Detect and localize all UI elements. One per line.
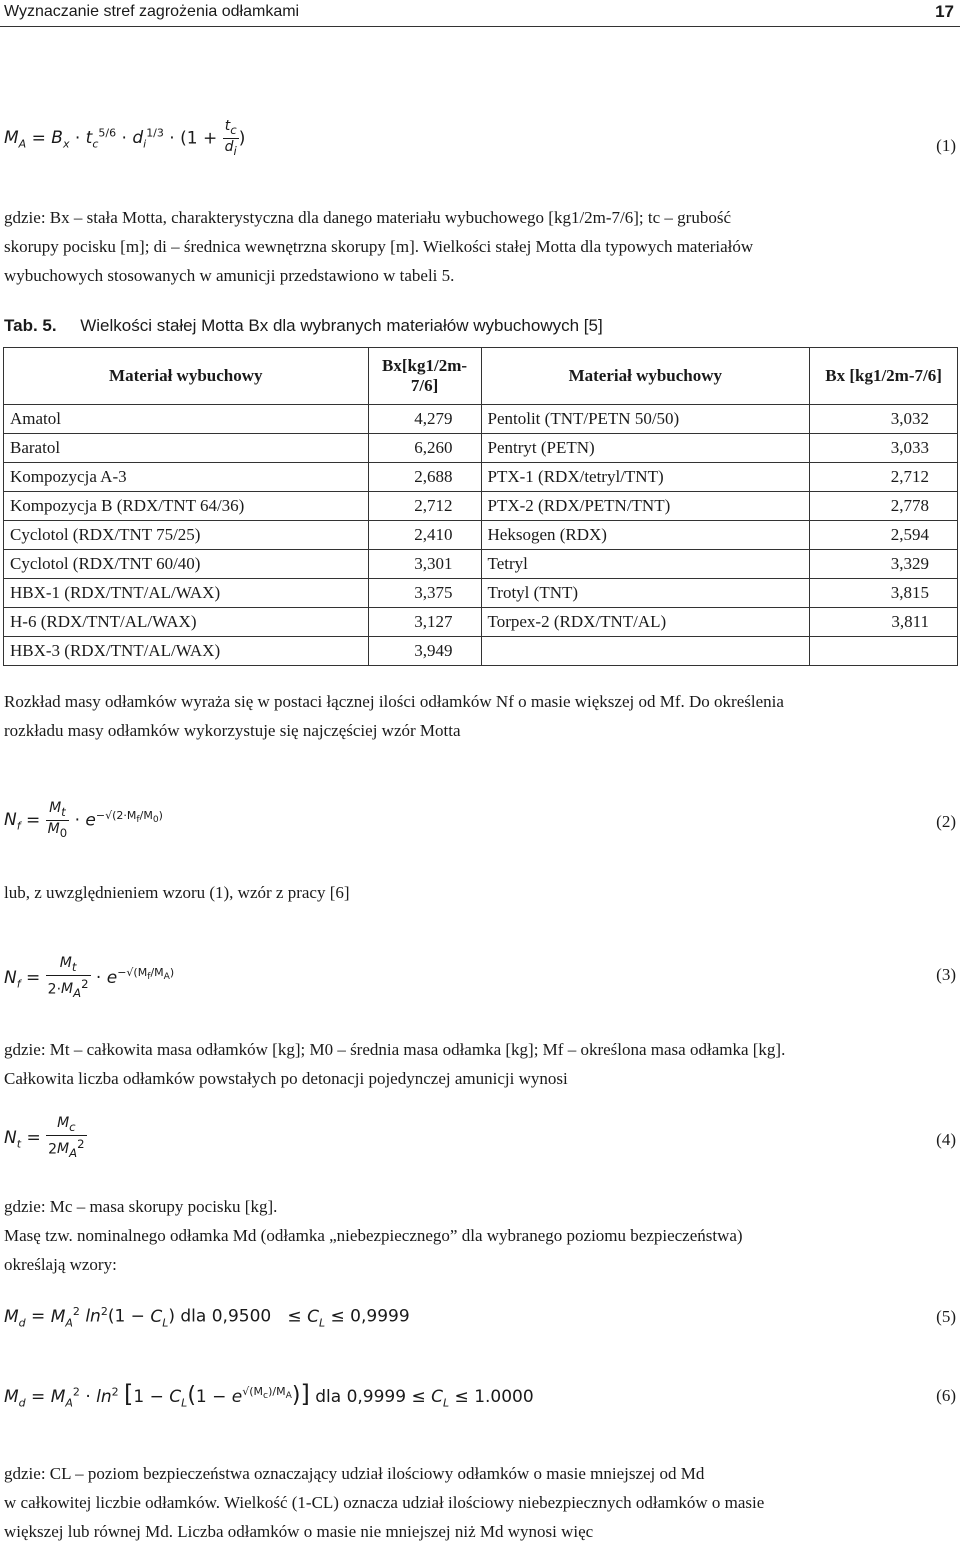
equation-number-3: (3)	[936, 965, 956, 984]
table-cell: PTX-2 (RDX/PETN/TNT)	[481, 492, 810, 521]
table-cell: Kompozycja A-3	[4, 463, 369, 492]
table-cell: Tetryl	[481, 550, 810, 579]
table-row	[4, 521, 958, 550]
table-cell: Pentryt (PETN)	[481, 434, 810, 463]
table-cell: 3,811	[810, 608, 958, 637]
table-row	[4, 463, 958, 492]
column-header: Bx [kg1/2m-7/6]	[810, 348, 958, 405]
table-cell: H-6 (RDX/TNT/AL/WAX)	[4, 608, 369, 637]
table-cell	[481, 637, 810, 666]
column-header: Materiał wybuchowy	[481, 348, 810, 405]
paragraph-safety-level	[4, 1459, 958, 1546]
column-header: Materiał wybuchowy	[4, 348, 369, 405]
table-row	[4, 637, 958, 666]
table-cell: HBX-3 (RDX/TNT/AL/WAX)	[4, 637, 369, 666]
table-cell: 2,688	[368, 463, 481, 492]
text-line: Masę tzw. nominalnego odłamka Md (odłamka „niebezpiecznego” dla wybranego poziomu bezpieczeństwa)	[4, 1226, 743, 1245]
table-cell: 4,279	[368, 405, 481, 434]
text-line: w całkowitej liczbie odłamków. Wielkość (1-CL) oznacza udział ilościowy niebezpiecznych odłamków o masie	[4, 1493, 765, 1512]
formula-2: $N_f$ = $\frac{M_t}{M_0}$ · $e^{-√(2\cdot M_f/M_0)}$	[4, 800, 163, 840]
formula-3: $N_f$ = $\frac{M_t}{2\cdot M_A^2}$ · $e^{-√(M_f/M_A)}$	[4, 955, 175, 1001]
page-header	[0, 0, 960, 27]
formula-6: $M_d = M_A^2 \cdot \ln^2 [1 - C_L(1 - e^{√(M_c)/M_A})]$ dla $0,9999 \le C_L \le 1.0000$	[4, 1380, 534, 1410]
table-row	[4, 608, 958, 637]
paragraph-mott-constant	[4, 203, 958, 290]
text-line: wybuchowych stosowanych w amunicji przedstawiono w tabeli 5.	[4, 266, 455, 285]
table-cell: 3,033	[810, 434, 958, 463]
table-cell: 2,712	[810, 463, 958, 492]
table-cell: HBX-1 (RDX/TNT/AL/WAX)	[4, 579, 369, 608]
equation-number-6: (6)	[936, 1386, 956, 1405]
table-cell: 6,260	[368, 434, 481, 463]
table-cell: 2,778	[810, 492, 958, 521]
table-caption-text: Wielkości stałej Motta Bx dla wybranych materiałów wybuchowych [5]	[80, 316, 603, 335]
table-cell: Trotyl (TNT)	[481, 579, 810, 608]
formula-5-range: dla 0,9500	[180, 1306, 272, 1327]
table-cell: Cyclotol (RDX/TNT 75/25)	[4, 521, 369, 550]
paragraph-mass-distribution	[4, 687, 958, 745]
formula-6-range: dla 0,9999	[315, 1387, 407, 1407]
table-caption	[4, 316, 603, 336]
page-number: 17	[935, 2, 954, 21]
formula-5: $M_d = M_A^2$ $\ln^2(1 - C_L)$ dla $0,9500 \le C_L \le 0,9999$	[4, 1305, 410, 1330]
text-line: gdzie: Mc – masa skorupy pocisku [kg].	[4, 1197, 278, 1216]
mott-constants-table	[3, 347, 958, 666]
equation-number-5: (5)	[936, 1307, 956, 1326]
table-cell: 3,949	[368, 637, 481, 666]
paragraph-alt-formula	[4, 878, 958, 907]
formula-5-upper: 0,9999	[350, 1306, 410, 1327]
table-cell: Amatol	[4, 405, 369, 434]
equation-number-4: (4)	[936, 1130, 956, 1149]
equation-number-1: (1)	[936, 136, 956, 155]
paragraph-nominal-fragment	[4, 1221, 958, 1279]
table-cell: 3,301	[368, 550, 481, 579]
paragraph-shell-mass	[4, 1192, 958, 1221]
table-cell: 2,594	[810, 521, 958, 550]
table-cell: 3,127	[368, 608, 481, 637]
table-cell: 2,410	[368, 521, 481, 550]
table-header-row	[4, 348, 958, 405]
text-line: Całkowita liczba odłamków powstałych po detonacji pojedynczej amunicji wynosi	[4, 1069, 568, 1088]
table-cell	[810, 637, 958, 666]
text-line: rozkładu masy odłamków wykorzystuje się najczęściej wzór Motta	[4, 721, 461, 740]
column-header: Bx[kg1/2m-7/6]	[368, 348, 481, 405]
table-cell: 3,032	[810, 405, 958, 434]
table-cell: 3,815	[810, 579, 958, 608]
text-line: gdzie: CL – poziom bezpieczeństwa oznaczający udział ilościowy odłamków o masie mniejszej od Md	[4, 1464, 705, 1483]
table-row	[4, 579, 958, 608]
table-cell: 2,712	[368, 492, 481, 521]
table-label: Tab. 5.	[4, 316, 57, 335]
table-cell: Pentolit (TNT/PETN 50/50)	[481, 405, 810, 434]
table-cell: Kompozycja B (RDX/TNT 64/36)	[4, 492, 369, 521]
table-cell: 3,375	[368, 579, 481, 608]
text-line: lub, z uwzględnieniem wzoru (1), wzór z pracy [6]	[4, 883, 350, 902]
table-row	[4, 550, 958, 579]
table-cell: Heksogen (RDX)	[481, 521, 810, 550]
formula-4: $N_t$ = $\frac{M_c}{2M_A^2}$	[4, 1115, 85, 1161]
table-cell: Cyclotol (RDX/TNT 60/40)	[4, 550, 369, 579]
table-cell: PTX-1 (RDX/tetryl/TNT)	[481, 463, 810, 492]
formula-1: $M_A = B_x \cdot t_c^{5/6} \cdot d_i^{1/3} \cdot (1$ + $\frac{t_c}{d_i}$ )	[4, 118, 246, 158]
table-cell: 3,329	[810, 550, 958, 579]
text-line: gdzie: Bx – stała Motta, charakterystyczna dla danego materiału wybuchowego [kg1/2m-7/6]; tc – grubość	[4, 208, 731, 227]
text-line: skorupy pocisku [m]; di – średnica wewnętrzna skorupy [m]. Wielkości stałej Motta dla typowych materiałów	[4, 237, 754, 256]
text-line: określają wzory:	[4, 1255, 117, 1274]
paragraph-total-mass	[4, 1035, 958, 1093]
text-line: Rozkład masy odłamków wyraża się w postaci łącznej ilości odłamków Nf o masie większej od Mf. Do określenia	[4, 692, 784, 711]
table-row	[4, 492, 958, 521]
table-cell: Torpex-2 (RDX/TNT/AL)	[481, 608, 810, 637]
text-line: większej lub równej Md. Liczba odłamków o masie nie mniejszej niż Md wynosi więc	[4, 1522, 594, 1541]
table-row	[4, 434, 958, 463]
running-title: Wyznaczanie stref zagrożenia odłamkami	[4, 3, 300, 20]
text-line: gdzie: Mt – całkowita masa odłamków [kg]; M0 – średnia masa odłamka [kg]; Mf – określona masa odłamka [kg].	[4, 1040, 786, 1059]
equation-number-2: (2)	[936, 812, 956, 831]
formula-6-upper: 1.0000	[474, 1387, 534, 1407]
table-row	[4, 405, 958, 434]
table-cell: Baratol	[4, 434, 369, 463]
